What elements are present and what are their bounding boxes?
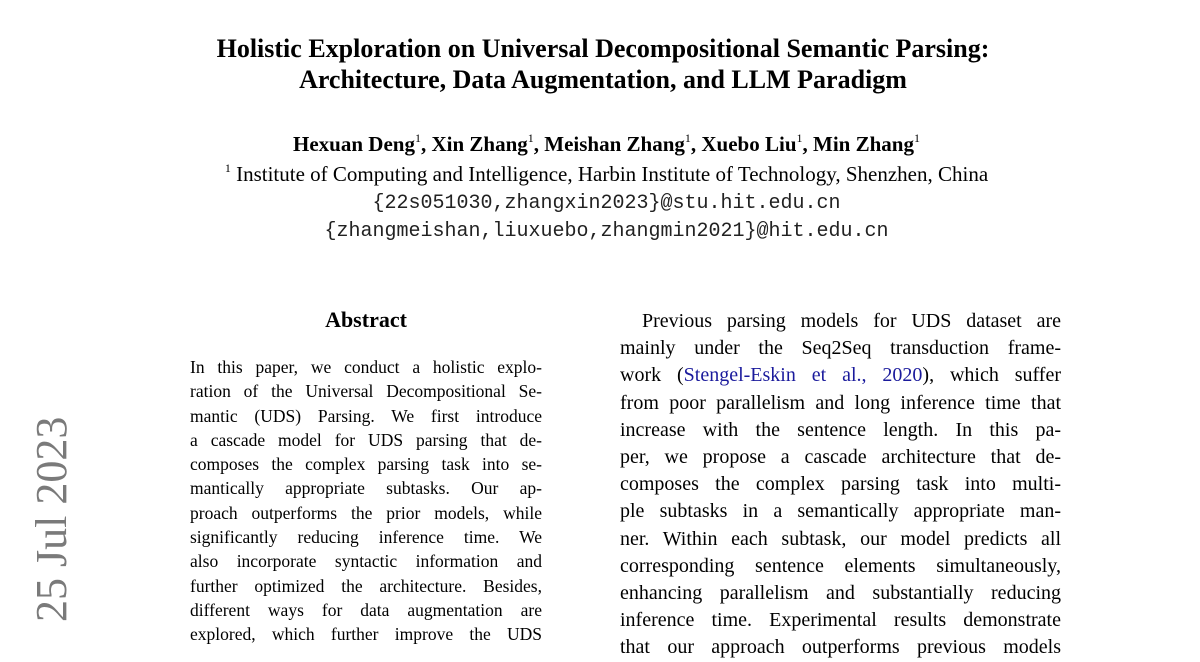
arxiv-side-date: 25 Jul 2023	[27, 416, 76, 622]
intro-line: ner. Within each subtask, our model predicts all	[620, 527, 1061, 550]
abstract-line: significantly reducing inference time. We	[190, 527, 542, 548]
affiliation-mark: 1	[224, 161, 231, 175]
abstract-heading: Abstract	[325, 307, 407, 332]
abstract-line: mantic (UDS) Parsing. We first introduce	[190, 405, 542, 426]
abstract-line: mantically appropriate subtasks. Our ap-	[190, 478, 542, 499]
intro-line: inference time. Experimental results demonstrate	[620, 609, 1061, 632]
abstract-line: ration of the Universal Decompositional Se-	[190, 381, 542, 402]
abstract-line: proach outperforms the prior models, while	[190, 502, 542, 523]
intro-line: from poor parallelism and long inference time that	[620, 391, 1061, 414]
introduction-paragraph	[620, 308, 1061, 662]
author-separator: ,	[420, 132, 432, 156]
abstract-line: composes the complex parsing task into se-	[190, 454, 542, 475]
affiliation	[0, 161, 1200, 188]
author-affiliation-mark: 1	[684, 131, 691, 145]
email-line-1: {22s051030,zhangxin2023}@stu.hit.edu.cn	[372, 192, 841, 215]
intro-line: per, we propose a cascade architecture that de-	[620, 446, 1061, 469]
intro-line: enhancing parallelism and substantially reducing	[620, 582, 1061, 605]
intro-line: composes the complex parsing task into multi-	[620, 473, 1061, 496]
author-affiliation-mark: 1	[913, 131, 920, 145]
abstract-line: different ways for data augmentation are	[190, 599, 542, 620]
author-separator: ,	[802, 132, 814, 156]
title-line-1: Holistic Exploration on Universal Decompositional Semantic Parsing:	[216, 34, 990, 63]
author-name: Xin Zhang	[431, 132, 528, 156]
author-name: Hexuan Deng	[293, 132, 415, 156]
title-line-2: Architecture, Data Augmentation, and LLM Paradigm	[299, 65, 907, 94]
author-affiliation-mark: 1	[796, 131, 803, 145]
abstract-line: explored, which further improve the UDS	[190, 624, 542, 645]
author-separator: ,	[533, 132, 545, 156]
author-name: Meishan Zhang	[544, 132, 685, 156]
abstract-line: In this paper, we conduct a holistic explo-	[190, 357, 542, 377]
citation-link[interactable]: Stengel-Eskin et al., 2020	[683, 364, 923, 387]
affiliation-text: Institute of Computing and Intelligence, Harbin Institute of Technology, Shenzhen, China	[230, 162, 989, 186]
intro-text: work (	[620, 364, 684, 387]
intro-line: that our approach outperforms previous models	[620, 636, 1061, 659]
intro-line: ple subtasks in a semantically appropriate man-	[620, 500, 1061, 523]
intro-line: corresponding sentence elements simultaneously,	[620, 554, 1061, 577]
abstract-line: a cascade model for UDS parsing that de-	[190, 429, 542, 450]
author-separator: ,	[690, 132, 702, 156]
intro-line-with-citation	[620, 362, 1061, 389]
intro-line: increase with the sentence length. In this pa-	[620, 418, 1061, 441]
abstract-line: further optimized the architecture. Besides,	[190, 575, 542, 596]
abstract-line: also incorporate syntactic information and	[190, 551, 542, 572]
intro-text: ), which suffer	[922, 364, 1061, 387]
intro-line: Previous parsing models for UDS dataset are	[642, 310, 1061, 332]
paper-title	[0, 33, 1200, 95]
author-list	[0, 131, 1200, 158]
author-name: Min Zhang	[813, 132, 914, 156]
author-affiliation-mark: 1	[414, 131, 421, 145]
abstract-body	[190, 355, 542, 647]
author-name: Xuebo Liu	[701, 132, 797, 156]
author-affiliation-mark: 1	[527, 131, 534, 145]
email-line-2: {zhangmeishan,liuxuebo,zhangmin2021}@hit.edu.cn	[324, 220, 889, 243]
intro-line: mainly under the Seq2Seq transduction frame-	[620, 337, 1061, 360]
